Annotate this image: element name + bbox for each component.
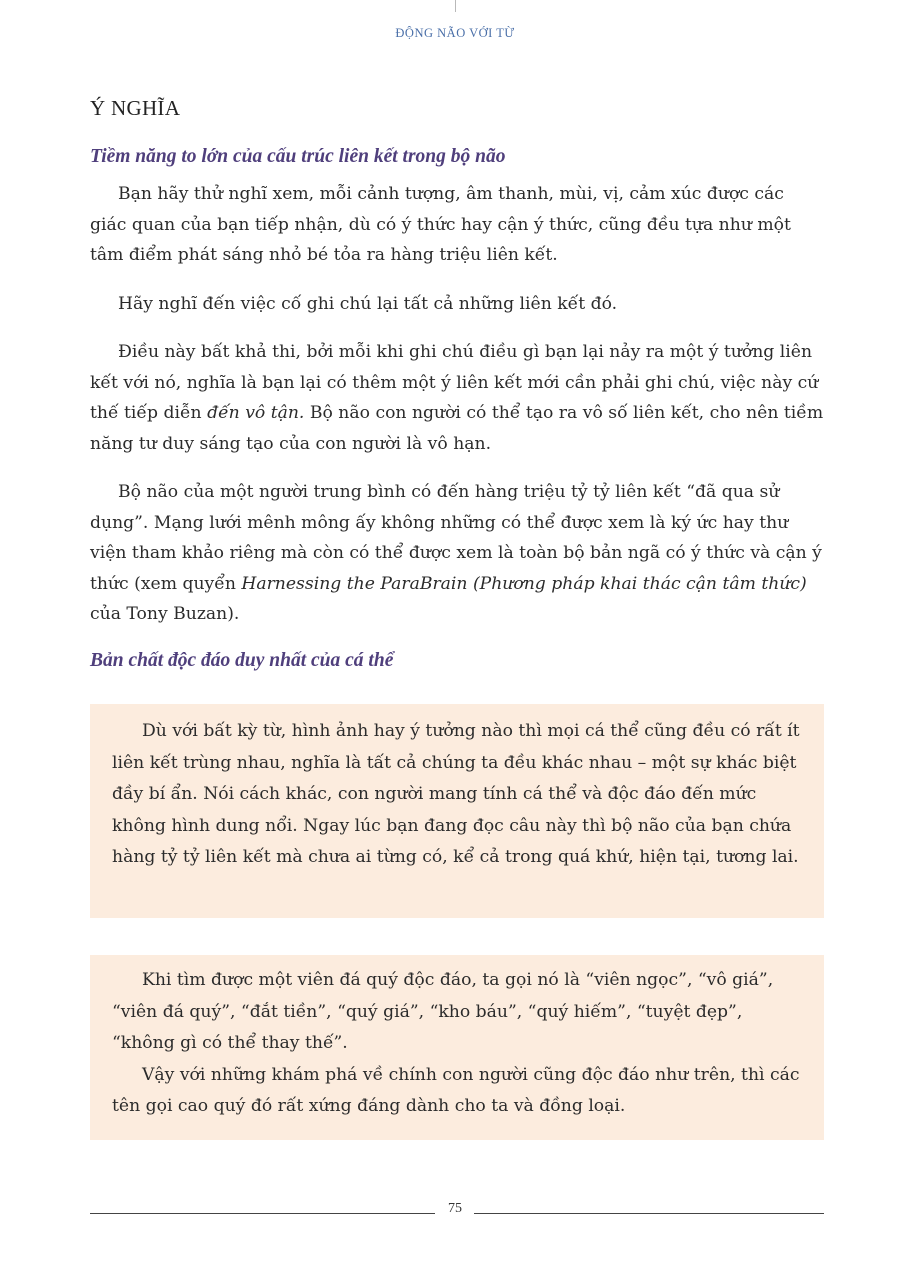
paragraph-3-emphasis: đến vô tận. (207, 403, 305, 423)
subsection-heading-potential: Tiềm năng to lớn của cấu trúc liên kết trong bộ não (90, 146, 506, 167)
running-header: ĐỘNG NÃO VỚI TỪ (395, 26, 515, 40)
footer-rule-right (474, 1213, 824, 1214)
footer-rule-left (90, 1213, 435, 1214)
highlight-box-text: Dù với bất kỳ từ, hình ảnh hay ý tưởng nào thì mọi cá thể cũng đều có rất ít liên kết trùng nhau, nghĩa là tất cả chúng ta đều khác nhau – một sự khác biệt đầy bí ẩn. Nói cách khác, con người mang tính cá thể và độc đáo đến mức không hình dung nổi. Ngay lúc bạn đang đọc câu này thì bộ não của bạn chứa hàng tỷ tỷ liên kết mà chưa ai từng có, kể cả trong quá khứ, hiện tại, tương lai. (112, 721, 800, 867)
paragraph-4-text-b: của Tony Buzan). (90, 604, 240, 624)
gem-paragraph-1: Khi tìm được một viên đá quý độc đáo, ta gọi nó là “viên ngọc”, “vô giá”, “viên đá quý”, “đắt tiền”, “quý giá”, “kho báu”, “quý hiếm”, “tuyệt đẹp”, “không gì có thể thay thế”. (112, 970, 774, 1053)
page-number: 75 (448, 1201, 462, 1216)
section-heading: Ý NGHĨA (90, 96, 181, 120)
paragraph-3 (90, 337, 824, 459)
paragraph-2: Hãy nghĩ đến việc cố ghi chú lại tất cả những liên kết đó. (118, 293, 618, 314)
gem-paragraph-2: Vậy với những khám phá về chính con người cũng độc đáo như trên, thì các tên gọi cao quý đó rất xứng đáng dành cho ta và đồng loại. (112, 1064, 800, 1116)
book-title-reference: Harnessing the ParaBrain (Phương pháp khai thác cận tâm thức) (241, 573, 807, 594)
paragraph-4-text-a: Bộ não của một người trung bình có đến hàng triệu tỷ tỷ liên kết “đã qua sử dụng”. Mạng lưới mênh mông ấy không những có thể được xem là ký ức hay thư viện tham khảo riêng mà còn có thể được xem là toàn bộ bản ngã có ý thức và cận ý thức (xem quyển (90, 482, 822, 594)
paragraph-1: Bạn hãy thử nghĩ xem, mỗi cảnh tượng, âm thanh, mùi, vị, cảm xúc được các giác quan của bạn tiếp nhận, dù có ý thức hay cận ý thức, cũng đều tựa như một tâm điểm phát sáng nhỏ bé tỏa ra hàng triệu liên kết. (90, 184, 791, 265)
body-text-potential (90, 179, 824, 648)
paragraph-3-text-a: Điều này bất khả thi, bởi mỗi khi ghi chú điều gì bạn lại nảy ra một ý tưởng liên kết với nó, nghĩa là bạn lại có thêm một ý liên kết mới cần phải ghi chú, việc này cứ thế tiếp diễn (90, 342, 819, 423)
top-rule (455, 0, 456, 12)
highlight-box-uniqueness (90, 704, 824, 918)
paragraph-3-text-b: Bộ não con người có thể tạo ra vô số liên kết, cho nên tiềm năng tư duy sáng tạo của con người là vô hạn. (90, 403, 824, 454)
highlight-box-gem (90, 955, 824, 1140)
paragraph-4 (90, 477, 824, 630)
subsection-heading-uniqueness: Bản chất độc đáo duy nhất của cá thể (90, 650, 394, 671)
